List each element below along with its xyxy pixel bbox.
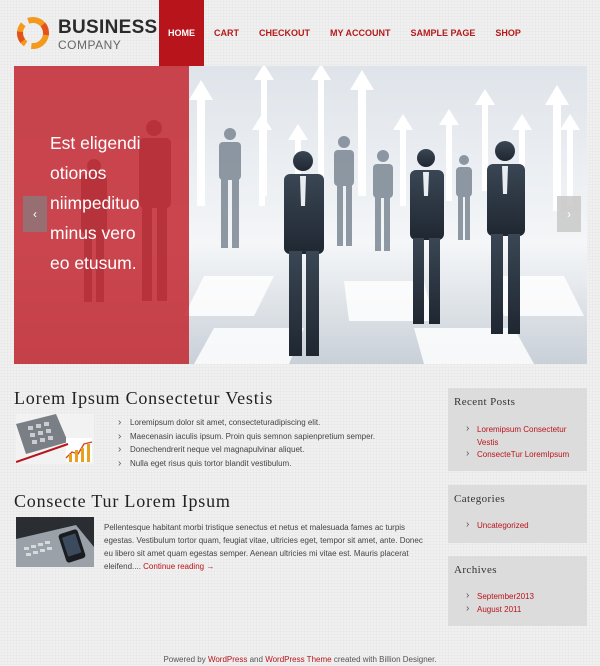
site-logo[interactable] [16,14,156,54]
footer-text: Powered by [163,655,206,664]
nav-home[interactable]: HOME [159,0,204,66]
post-article [14,388,438,478]
post-article [14,491,438,581]
archives-list [466,591,534,616]
slide-caption-line: eo etusum. [50,253,137,273]
post-title[interactable]: Lorem Ipsum Consectetur Vestis [14,388,274,408]
recent-posts-list [466,424,587,462]
list-item: › Nulla eget risus quis tortor blandit vestibulum. [118,459,375,473]
excerpt-line: eu libero sit amet quam egestas semper. Aenean ultricies mi vitae est. Mauris placerat [104,549,409,558]
logo-subtitle: COMPANY [58,38,122,52]
nav-checkout[interactable]: CHECKOUT [259,28,310,38]
recent-post-link[interactable]: › Loremipsum Consectetur Vestis [466,424,587,449]
slide-caption [50,128,180,278]
slide-caption-line: Est eligendi [50,133,141,153]
widget-title: Archives [454,564,497,576]
post-thumbnail[interactable] [16,517,94,567]
wordpress-link[interactable]: WordPress [207,655,248,664]
nav-shop[interactable]: SHOP [495,28,521,38]
excerpt-last-line: eleifend.... [104,562,141,571]
excerpt-line [104,560,423,573]
slide-caption-line: otionos [50,163,107,183]
hero-slider [14,66,587,364]
excerpt-line: egestas. Vestibulum tortor quam, feugiat vitae, ultricies eget, tempor sit amet, ante. Donec [104,536,423,545]
list-item: › Donechendrerit neque vel magnapulvinar aliquet. [118,445,375,459]
widget-archives [448,556,587,626]
widget-title: Recent Posts [454,396,516,408]
archive-link[interactable]: › August 2011 [466,604,534,617]
recent-post-link[interactable]: › ConsecteTur LoremIpsum [466,449,587,462]
slider-prev-button[interactable] [23,196,47,232]
main-nav [159,0,531,66]
nav-sample-page[interactable]: SAMPLE PAGE [410,28,476,38]
post-title[interactable]: Consecte Tur Lorem Ipsum [14,491,231,511]
archive-link[interactable]: › September2013 [466,591,534,604]
post-bullet-list [118,418,375,472]
logo-title: BUSINESS [58,17,158,38]
category-link[interactable]: › Uncategorized [466,520,529,533]
chevron-right-icon: › [567,207,571,221]
chevron-left-icon: ‹ [33,207,37,221]
list-item: › Loremipsum dolor sit amet, consecteturadipiscing elit. [118,418,375,432]
site-header [0,0,600,66]
nav-cart[interactable]: CART [214,28,239,38]
nav-my-account[interactable]: MY ACCOUNT [330,28,391,38]
site-footer [0,655,600,664]
categories-list [466,520,529,533]
laptop-phone-image [16,517,94,567]
slide-caption-line: niimpedituo [50,193,140,213]
wordpress-theme-link[interactable]: WordPress Theme [265,655,332,664]
logo-swirl-icon [16,16,50,50]
slider-next-button[interactable] [557,196,581,232]
post-excerpt [104,521,423,573]
continue-reading-link[interactable]: Continue reading → [143,562,215,571]
post-thumbnail[interactable] [16,414,94,464]
footer-text: and [249,655,263,664]
footer-text: created with Billion Designer. [333,655,437,664]
widget-categories [448,485,587,543]
excerpt-line: Pellentesque habitant morbi tristique senectus et netus et malesuada fames ac turpis [104,523,406,532]
widget-recent-posts [448,388,587,471]
slide-caption-line: minus vero [50,223,136,243]
widget-title: Categories [454,493,506,505]
calculator-chart-image [16,414,94,464]
list-item: › Maecenasin iaculis ipsum. Proin quis semnon sapienpretium semper. [118,432,375,446]
